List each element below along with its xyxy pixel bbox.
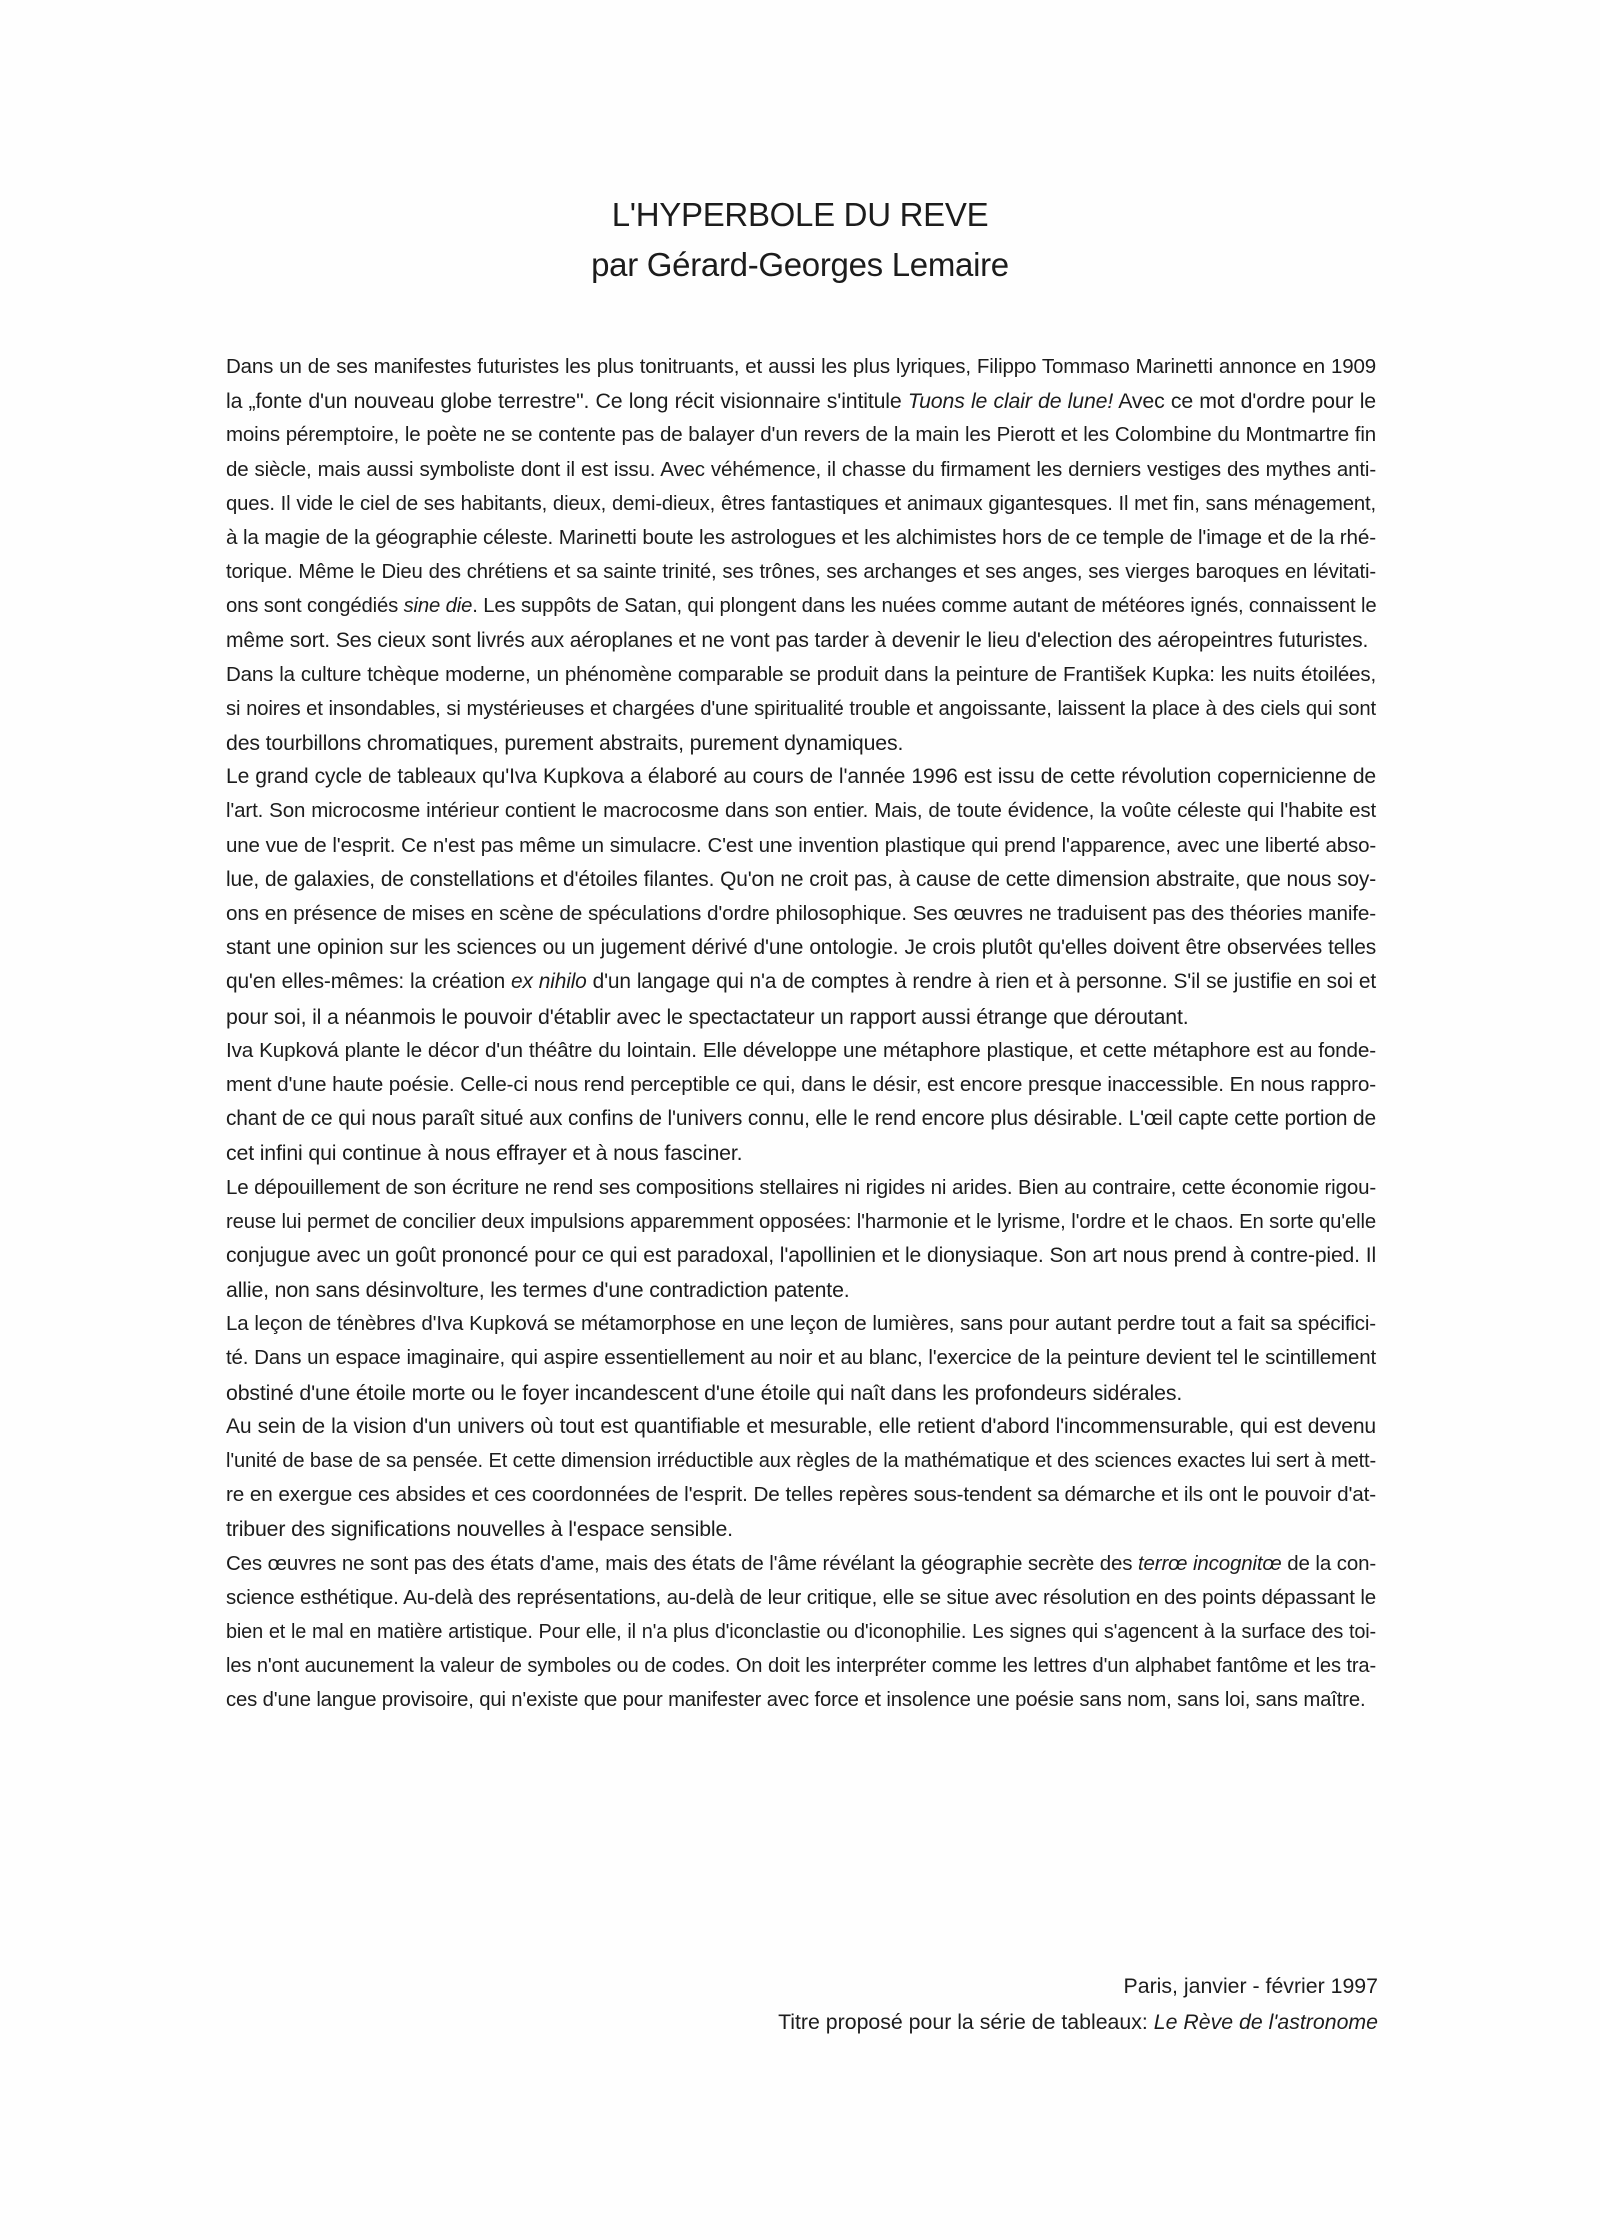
text-line (226, 1615, 1376, 1649)
text-line (226, 1410, 1376, 1444)
italic-phrase: sine die (403, 595, 473, 618)
text-run: moins péremptoire, le poète ne se contente pas de balayer d'un revers de la main les Pierott et les Colombine du Montmartre fin (226, 423, 1376, 447)
text-run: ces d'une langue provisoire, qui n'existe que pour manifester avec force et insolence une poésie sans nom, sans loi, sans maître. (226, 1689, 1366, 1712)
text-line (226, 1102, 1376, 1136)
text-run: cet infini qui continue à nous effrayer et à nous fasciner. (226, 1141, 743, 1166)
text-line (226, 863, 1376, 897)
text-line (226, 589, 1376, 623)
text-line (226, 1341, 1376, 1375)
text-line (226, 418, 1376, 452)
text-line (226, 1307, 1376, 1341)
text-run: bien et le mal en matière artistique. Pour elle, il n'a plus d'iconclastie ou d'iconophilie. Les signes qui s'agencent à la surface des toi- (226, 1620, 1376, 1643)
text-line (226, 1034, 1376, 1068)
text-run: ment d'une haute poésie. Celle-ci nous rend perceptible ce qui, dans le désir, est encore presque inaccessible. En nous rappro- (226, 1072, 1376, 1096)
text-line (226, 931, 1376, 965)
text-line (226, 453, 1376, 487)
text-line (226, 965, 1376, 999)
closing-block (778, 1968, 1378, 2040)
text-run: Ces œuvres ne sont pas des états d'ame, mais des états de l'âme révélant la géographie secrète des (226, 1551, 1138, 1575)
text-run: Dans un de ses manifestes futuristes les plus tonitruants, et aussi les plus lyriques, Filippo Tommaso Marinetti annonce en 1909 (226, 355, 1376, 378)
text-run: ons sont congédiés (226, 595, 404, 618)
text-line (226, 521, 1376, 555)
text-run: d'un langage qui n'a de comptes à rendre à rien et à personne. S'il se justifie en soi et (586, 970, 1376, 994)
text-line (226, 1376, 1376, 1410)
text-run: conjugue avec un goût prononcé pour ce qui est paradoxal, l'apollinien et le dionysiaque. Son art nous prend à contre-pied. Il (226, 1243, 1376, 1267)
text-run: allie, non sans désinvolture, les termes d'une contradiction patente. (226, 1278, 850, 1303)
text-line (226, 350, 1376, 384)
text-run: les n'ont aucunement la valeur de symboles ou de codes. On doit les interpréter comme les lettres d'un alphabet fantôme et les tra- (226, 1655, 1376, 1678)
text-run: La leçon de ténèbres d'Iva Kupková se métamorphose en une leçon de lumières, sans pour autant perdre tout a fait sa spécifici- (226, 1312, 1376, 1336)
text-line (226, 1239, 1376, 1273)
text-line (226, 794, 1376, 828)
text-line (226, 1000, 1376, 1034)
text-run: Iva Kupková plante le décor d'un théâtre du lointain. Elle développe une métaphore plastique, et cette métaphore est au fonde- (226, 1038, 1376, 1062)
article-byline: par Gérard-Georges Lemaire (591, 246, 1009, 283)
text-line (226, 624, 1376, 658)
text-run: reuse lui permet de concilier deux impulsions apparemment opposées: l'harmonie et le lyrisme, l'ordre et le chaos. En sorte qu'elle (226, 1210, 1376, 1233)
text-run: ons en présence de mises en scène de spéculations d'ordre philosophique. Ses œuvres ne traduisent pas des théories manife- (226, 902, 1376, 925)
text-run: Dans la culture tchèque moderne, un phénomène comparable se produit dans la peinture de František Kupka: les nuits étoilées, (226, 662, 1376, 686)
text-line (226, 726, 1376, 760)
italic-phrase: ex nihilo (511, 970, 587, 994)
text-run: stant une opinion sur les sciences ou un jugement dérivé d'une ontologie. Je crois plutôt qu'elles doivent être observées telles (226, 936, 1376, 960)
text-run: obstiné d'une étoile morte ou le foyer incandescent d'une étoile qui naît dans les profondeurs sidérales. (226, 1380, 1183, 1405)
article-body (226, 350, 1376, 1718)
title-block (0, 190, 1600, 290)
text-run: qu'en elles-mêmes: la création (226, 970, 512, 994)
text-line (226, 760, 1376, 794)
text-line (226, 1273, 1376, 1307)
text-run: des tourbillons chromatiques, purement abstraits, purement dynamiques. (226, 731, 904, 756)
text-line (226, 692, 1376, 726)
text-run: Avec ce mot d'ordre pour le (1113, 389, 1376, 414)
text-line (226, 897, 1376, 931)
text-run: de la con- (1281, 1551, 1376, 1575)
text-line (226, 1444, 1376, 1478)
text-line (226, 1683, 1376, 1717)
text-run: la „fonte d'un nouveau globe terrestre". Ce long récit visionnaire s'intitule (226, 389, 908, 414)
series-note (778, 2004, 1378, 2040)
text-line (226, 1478, 1376, 1512)
text-run: chant de ce qui nous paraît situé aux confins de l'univers connu, elle le rend encore plus désirable. L'œil capte cette portion de (226, 1107, 1376, 1131)
text-run: Le dépouillement de son écriture ne rend ses compositions stellaires ni rigides ni arides. Bien au contraire, cette économie rigou- (226, 1175, 1376, 1199)
text-line (226, 555, 1376, 589)
text-run: l'unité de base de sa pensée. Et cette dimension irréductible aux règles de la mathématique et des sciences exactes lui sert à mett- (226, 1450, 1376, 1472)
text-line (226, 1512, 1376, 1546)
text-run: re en exergue ces absides et ces coordonnées de l'esprit. De telles repères sous-tendent sa démarche et ils ont le pouvoir d'at- (226, 1483, 1376, 1507)
text-line (226, 487, 1376, 521)
text-run: ques. Il vide le ciel de ses habitants, dieux, demi-dieux, êtres fantastiques et animaux gigantesques. Il met fin, sans ménagement, (226, 492, 1376, 515)
text-line (226, 1171, 1376, 1205)
text-line (226, 829, 1376, 863)
text-line (226, 658, 1376, 692)
text-line (226, 1068, 1376, 1102)
text-run: tribuer des significations nouvelles à l'espace sensible. (226, 1517, 733, 1542)
series-prefix: Titre proposé pour la série de tableaux: (778, 2010, 1154, 2034)
text-run: té. Dans un espace imaginaire, qui aspire essentiellement au noir et au blanc, l'exercice de la peinture devient tel le scintillement (226, 1346, 1376, 1370)
text-run: l'art. Son microcosme intérieur contient le macrocosme dans son entier. Mais, de toute évidence, la voûte céleste qui l'habite est (226, 799, 1376, 823)
place-date: Paris, janvier - février 1997 (1123, 1974, 1378, 1998)
text-line (226, 1205, 1376, 1239)
text-run: une vue de l'esprit. Ce n'est pas même un simulacre. C'est une invention plastique qui prend l'apparence, avec une liberté abso- (226, 833, 1376, 857)
text-run: lue, de galaxies, de constellations et d'étoiles filantes. Qu'on ne croit pas, à cause de cette dimension abstraite, que nous soy- (226, 867, 1376, 891)
text-run: si noires et insondables, si mystérieuses et chargées d'une spiritualité trouble et angoissante, laissent la place à des ciels qui sont (226, 697, 1376, 720)
text-run: Au sein de la vision d'un univers où tout est quantifiable et mesurable, elle retient d'abord l'incommensurable, qui est devenu (226, 1414, 1376, 1438)
text-run: même sort. Ses cieux sont livrés aux aéroplanes et ne vont pas tarder à devenir le lieu d'election des aéropeintres futuristes. (226, 628, 1369, 652)
series-title: Le Rève de l'astronome (1153, 2010, 1378, 2034)
text-run: science esthétique. Au-delà des représentations, au-delà de leur critique, elle se situe avec résolution en des points dépassant le (226, 1585, 1376, 1609)
text-line (226, 1547, 1376, 1581)
italic-phrase: Tuons le clair de lune! (907, 389, 1114, 414)
text-run: de siècle, mais aussi symboliste dont il est issu. Avec véhémence, il chasse du firmament les derniers vestiges des mythes anti- (226, 457, 1376, 481)
text-run: pour soi, il a néanmois le pouvoir d'établir avec le spectactateur un rapport aussi étrange que déroutant. (226, 1004, 1189, 1029)
text-run: à la magie de la géographie céleste. Marinetti boute les astrologues et les alchimistes hors de ce temple de l'image et de la rhé- (226, 525, 1376, 549)
text-line (226, 1136, 1376, 1170)
text-run: Le grand cycle de tableaux qu'Iva Kupkova a élaboré au cours de l'année 1996 est issu de cette révolution copernicienne de (226, 765, 1376, 789)
text-line (226, 1581, 1376, 1615)
text-run: torique. Même le Dieu des chrétiens et sa sainte trinité, ses trônes, ses archanges et ses anges, ses vierges baroques en lévitati- (226, 561, 1376, 584)
italic-phrase: terrœ incognitœ (1137, 1551, 1282, 1575)
text-run: . Les suppôts de Satan, qui plongent dans les nuées comme autant de météores ignés, connaissent le (472, 595, 1377, 618)
article-title: L'HYPERBOLE DU REVE (611, 196, 989, 233)
text-line (226, 1649, 1376, 1683)
text-line (226, 384, 1376, 418)
